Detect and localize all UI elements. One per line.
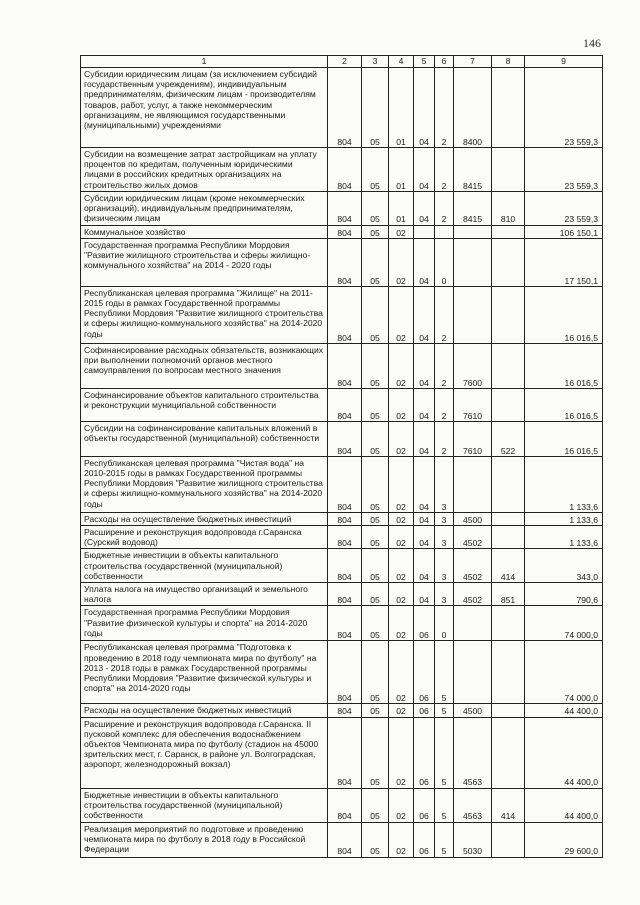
row-item-name: Республиканская целевая программа "Жилище" на 2011-2015 годы в рамках Государственной программы Республики Мордовия "Развитие жилищного строительства и сферы жилищно-коммунального хозяйства" на 2014-2020 годы — [81, 286, 328, 343]
row-cell-col6: 2 — [435, 192, 454, 226]
row-cell-col8 — [492, 606, 525, 641]
row-cell-col5: 04 — [414, 583, 435, 606]
row-cell-col6: 3 — [435, 583, 454, 606]
row-cell-col5: 04 — [414, 421, 435, 456]
table-row — [81, 606, 603, 641]
row-cell-col5: 04 — [414, 512, 435, 525]
row-cell-col7: 8400 — [454, 68, 492, 148]
row-cell-col4: 02 — [389, 583, 414, 606]
row-cell-col5: 04 — [414, 148, 435, 192]
row-cell-col2: 804 — [328, 388, 362, 421]
table-row — [81, 343, 603, 388]
row-cell-col7: 8415 — [454, 192, 492, 226]
row-cell-col3: 05 — [362, 606, 389, 641]
row-cell-col6: 2 — [435, 148, 454, 192]
row-item-name: Расширение и реконструкция водопровода г.Саранска (Сурский водовод) — [81, 526, 328, 549]
row-cell-col7 — [454, 225, 492, 238]
row-cell-col6: 3 — [435, 526, 454, 549]
row-cell-col9: 44 400,0 — [525, 704, 603, 717]
table-row — [81, 388, 603, 421]
row-cell-col8 — [492, 286, 525, 343]
row-item-name: Государственная программа Республики Мордовия "Развитие физической культуры и спорта" на 2014-2020 годы — [81, 606, 328, 641]
row-cell-col3: 05 — [362, 641, 389, 704]
row-cell-col4: 02 — [389, 286, 414, 343]
row-cell-col7 — [454, 641, 492, 704]
row-cell-col2: 804 — [328, 343, 362, 388]
table-row — [81, 512, 603, 525]
row-cell-col7: 7610 — [454, 388, 492, 421]
row-cell-col3: 05 — [362, 238, 389, 286]
row-item-name: Софинансирование объектов капитального строительства и реконструкции муниципальной собственности — [81, 388, 328, 421]
row-cell-col4: 02 — [389, 526, 414, 549]
row-cell-col9: 74 000,0 — [525, 606, 603, 641]
row-item-name: Бюджетные инвестиции в объекты капитального строительства государственной (муниципальной) собственности — [81, 788, 328, 822]
row-item-name: Бюджетные инвестиции в объекты капитального строительства государственной (муниципальной) собственности — [81, 549, 328, 583]
table-row — [81, 225, 603, 238]
budget-table — [80, 55, 603, 858]
row-cell-col2: 804 — [328, 641, 362, 704]
row-cell-col3: 05 — [362, 456, 389, 512]
row-cell-col5: 06 — [414, 788, 435, 822]
row-cell-col8 — [492, 822, 525, 857]
row-cell-col7: 4563 — [454, 788, 492, 822]
table-row — [81, 641, 603, 704]
row-cell-col8 — [492, 68, 525, 148]
row-item-name: Уплата налога на имущество организаций и земельного налога — [81, 583, 328, 606]
table-row — [81, 286, 603, 343]
row-cell-col4: 02 — [389, 343, 414, 388]
row-cell-col6: 5 — [435, 641, 454, 704]
table-header — [81, 56, 603, 68]
row-cell-col2: 804 — [328, 225, 362, 238]
row-cell-col4: 02 — [389, 822, 414, 857]
row-cell-col5: 04 — [414, 286, 435, 343]
row-cell-col5: 06 — [414, 641, 435, 704]
row-cell-col9: 44 400,0 — [525, 717, 603, 788]
row-cell-col8: 414 — [492, 549, 525, 583]
row-cell-col4: 01 — [389, 148, 414, 192]
row-cell-col9: 29 600,0 — [525, 822, 603, 857]
table-row — [81, 526, 603, 549]
row-cell-col9: 1 133,6 — [525, 526, 603, 549]
row-cell-col3: 05 — [362, 704, 389, 717]
row-cell-col2: 804 — [328, 192, 362, 226]
row-cell-col2: 804 — [328, 717, 362, 788]
row-cell-col6: 0 — [435, 238, 454, 286]
row-cell-col5: 04 — [414, 526, 435, 549]
row-cell-col3: 05 — [362, 549, 389, 583]
row-cell-col4: 02 — [389, 512, 414, 525]
row-cell-col8 — [492, 704, 525, 717]
row-cell-col4: 02 — [389, 225, 414, 238]
row-cell-col8 — [492, 238, 525, 286]
row-cell-col7: 7610 — [454, 421, 492, 456]
row-cell-col6: 2 — [435, 343, 454, 388]
row-cell-col2: 804 — [328, 421, 362, 456]
row-cell-col5: 04 — [414, 238, 435, 286]
row-cell-col3: 05 — [362, 192, 389, 226]
table-row — [81, 549, 603, 583]
row-cell-col3: 05 — [362, 148, 389, 192]
table-row — [81, 717, 603, 788]
row-cell-col8: 414 — [492, 788, 525, 822]
column-header-4: 4 — [389, 56, 414, 68]
row-cell-col2: 804 — [328, 526, 362, 549]
row-cell-col5: 04 — [414, 192, 435, 226]
row-cell-col4: 02 — [389, 788, 414, 822]
row-cell-col8 — [492, 343, 525, 388]
column-header-5: 5 — [414, 56, 435, 68]
row-cell-col6: 2 — [435, 388, 454, 421]
row-item-name: Республиканская целевая программа "Чистая вода" на 2010-2015 годы в рамках Государственной программы Республики Мордовия "Развитие жилищного строительства и сферы жилищно-коммунального хозяйства" на 2014-2020 годы — [81, 456, 328, 512]
row-cell-col5: 06 — [414, 717, 435, 788]
row-cell-col8 — [492, 225, 525, 238]
row-item-name: Реализация мероприятий по подготовке и проведению чемпионата мира по футболу в 2018 году в Российской Федерации — [81, 822, 328, 857]
row-cell-col4: 02 — [389, 388, 414, 421]
row-cell-col5: 04 — [414, 343, 435, 388]
row-cell-col8: 522 — [492, 421, 525, 456]
row-cell-col9: 106 150,1 — [525, 225, 603, 238]
row-cell-col4: 01 — [389, 192, 414, 226]
row-item-name: Коммунальное хозяйство — [81, 225, 328, 238]
row-cell-col9: 44 400,0 — [525, 788, 603, 822]
row-cell-col5: 06 — [414, 704, 435, 717]
row-cell-col7: 7600 — [454, 343, 492, 388]
row-cell-col6: 5 — [435, 704, 454, 717]
column-header-6: 6 — [435, 56, 454, 68]
row-cell-col9: 74 000,0 — [525, 641, 603, 704]
row-cell-col5: 06 — [414, 822, 435, 857]
row-cell-col7 — [454, 286, 492, 343]
column-header-9: 9 — [525, 56, 603, 68]
row-item-name: Софинансирование расходных обязательств, возникающих при выполнении полномочий органов местного самоуправления по вопросам местного значения — [81, 343, 328, 388]
row-item-name: Субсидии на софинансирование капитальных вложений в объекты государственной (муниципальной) собственности — [81, 421, 328, 456]
row-cell-col6: 3 — [435, 549, 454, 583]
table-row — [81, 238, 603, 286]
row-cell-col3: 05 — [362, 717, 389, 788]
row-cell-col4: 01 — [389, 68, 414, 148]
row-cell-col8 — [492, 456, 525, 512]
table-row — [81, 148, 603, 192]
row-cell-col6: 2 — [435, 68, 454, 148]
row-cell-col5: 04 — [414, 549, 435, 583]
row-cell-col3: 05 — [362, 583, 389, 606]
row-cell-col4: 02 — [389, 238, 414, 286]
table-row — [81, 456, 603, 512]
row-item-name: Субсидии на возмещение затрат застройщикам на уплату процентов по кредитам, полученным юридическими лицами в российских кредитных организациях на строительство жилых домов — [81, 148, 328, 192]
column-header-2: 2 — [328, 56, 362, 68]
page-number: 146 — [583, 36, 601, 50]
row-cell-col6 — [435, 225, 454, 238]
row-cell-col2: 804 — [328, 148, 362, 192]
row-cell-col4: 02 — [389, 421, 414, 456]
row-cell-col5: 06 — [414, 606, 435, 641]
row-item-name: Субсидии юридическим лицам (за исключением субсидий государственным учреждениям), индивидуальным предпринимателям, физическим лицам - производителям товаров, работ, услуг, а также некоммерческим организациям, не являющимся государственными (муниципальными) учреждениями — [81, 68, 328, 148]
table-row — [81, 421, 603, 456]
row-item-name: Расходы на осуществление бюджетных инвестиций — [81, 512, 328, 525]
row-cell-col4: 02 — [389, 456, 414, 512]
table-body — [81, 68, 603, 858]
row-cell-col5: 04 — [414, 388, 435, 421]
row-cell-col9: 16 016,5 — [525, 343, 603, 388]
row-cell-col9: 790,6 — [525, 583, 603, 606]
row-cell-col6: 5 — [435, 822, 454, 857]
row-cell-col7 — [454, 238, 492, 286]
row-cell-col2: 804 — [328, 704, 362, 717]
row-cell-col7: 4500 — [454, 704, 492, 717]
row-cell-col9: 16 016,5 — [525, 421, 603, 456]
row-cell-col8 — [492, 388, 525, 421]
column-header-7: 7 — [454, 56, 492, 68]
column-header-8: 8 — [492, 56, 525, 68]
row-cell-col8 — [492, 717, 525, 788]
row-cell-col4: 02 — [389, 704, 414, 717]
row-item-name: Субсидии юридическим лицам (кроме некоммерческих организаций), индивидуальным предпринимателям, физическим лицам — [81, 192, 328, 226]
row-cell-col6: 2 — [435, 286, 454, 343]
row-cell-col9: 16 016,5 — [525, 286, 603, 343]
row-cell-col3: 05 — [362, 421, 389, 456]
row-cell-col4: 02 — [389, 549, 414, 583]
row-cell-col7: 4502 — [454, 583, 492, 606]
row-cell-col2: 804 — [328, 583, 362, 606]
row-cell-col6: 2 — [435, 421, 454, 456]
table-row — [81, 583, 603, 606]
row-cell-col6: 3 — [435, 512, 454, 525]
row-cell-col3: 05 — [362, 68, 389, 148]
row-cell-col4: 02 — [389, 606, 414, 641]
row-cell-col2: 804 — [328, 788, 362, 822]
column-header-1: 1 — [81, 56, 328, 68]
row-cell-col6: 5 — [435, 788, 454, 822]
table-row — [81, 822, 603, 857]
row-cell-col2: 804 — [328, 549, 362, 583]
row-cell-col6: 0 — [435, 606, 454, 641]
row-cell-col7: 4502 — [454, 549, 492, 583]
table-row — [81, 68, 603, 148]
row-cell-col3: 05 — [362, 788, 389, 822]
row-cell-col5: 04 — [414, 68, 435, 148]
row-cell-col3: 05 — [362, 512, 389, 525]
row-cell-col2: 804 — [328, 512, 362, 525]
table-row — [81, 788, 603, 822]
row-cell-col3: 05 — [362, 822, 389, 857]
row-cell-col3: 05 — [362, 526, 389, 549]
row-cell-col3: 05 — [362, 343, 389, 388]
row-cell-col8 — [492, 148, 525, 192]
row-cell-col4: 02 — [389, 717, 414, 788]
row-cell-col9: 1 133,6 — [525, 512, 603, 525]
row-cell-col7: 8415 — [454, 148, 492, 192]
row-cell-col3: 05 — [362, 225, 389, 238]
row-cell-col4: 02 — [389, 641, 414, 704]
row-cell-col9: 1 133,6 — [525, 456, 603, 512]
row-cell-col7 — [454, 456, 492, 512]
row-cell-col7: 4500 — [454, 512, 492, 525]
row-cell-col2: 804 — [328, 286, 362, 343]
table-row — [81, 192, 603, 226]
row-item-name: Государственная программа Республики Мордовия "Развитие жилищного строительства и сферы жилищно-коммунального хозяйства" на 2014 - 2020 годы — [81, 238, 328, 286]
row-cell-col7: 4563 — [454, 717, 492, 788]
row-cell-col5 — [414, 225, 435, 238]
row-cell-col7: 5030 — [454, 822, 492, 857]
column-header-3: 3 — [362, 56, 389, 68]
row-cell-col3: 05 — [362, 388, 389, 421]
row-cell-col9: 23 559,3 — [525, 68, 603, 148]
row-cell-col3: 05 — [362, 286, 389, 343]
row-item-name: Расходы на осуществление бюджетных инвестиций — [81, 704, 328, 717]
row-item-name: Республиканская целевая программа "Подготовка к проведению в 2018 году чемпионата мира по футболу" на 2013 - 2018 годы в рамках Государственной программы Республики Мордовия "Развитие физической культуры и спорта" на 2014-2020 годы — [81, 641, 328, 704]
row-cell-col6: 3 — [435, 456, 454, 512]
row-cell-col8: 851 — [492, 583, 525, 606]
row-cell-col7 — [454, 606, 492, 641]
row-cell-col2: 804 — [328, 238, 362, 286]
row-cell-col8 — [492, 641, 525, 704]
row-cell-col5: 04 — [414, 456, 435, 512]
row-cell-col8 — [492, 512, 525, 525]
row-cell-col2: 804 — [328, 456, 362, 512]
row-cell-col9: 16 016,5 — [525, 388, 603, 421]
table-row — [81, 704, 603, 717]
row-cell-col7: 4502 — [454, 526, 492, 549]
row-cell-col6: 5 — [435, 717, 454, 788]
row-cell-col9: 343,0 — [525, 549, 603, 583]
row-cell-col9: 23 559,3 — [525, 192, 603, 226]
row-cell-col8 — [492, 526, 525, 549]
row-cell-col9: 17 150,1 — [525, 238, 603, 286]
row-cell-col2: 804 — [328, 68, 362, 148]
row-item-name: Расширение и реконструкция водопровода г.Саранска. II пусковой комплекс для обеспечения водоснабжением объектов Чемпионата мира по футболу (стадион на 45000 зрительских мест, г. Саранск, в районе ул. Волгоградская, аэропорт, железнодорожный вокзал) — [81, 717, 328, 788]
row-cell-col2: 804 — [328, 606, 362, 641]
row-cell-col9: 23 559,3 — [525, 148, 603, 192]
row-cell-col8: 810 — [492, 192, 525, 226]
row-cell-col2: 804 — [328, 822, 362, 857]
